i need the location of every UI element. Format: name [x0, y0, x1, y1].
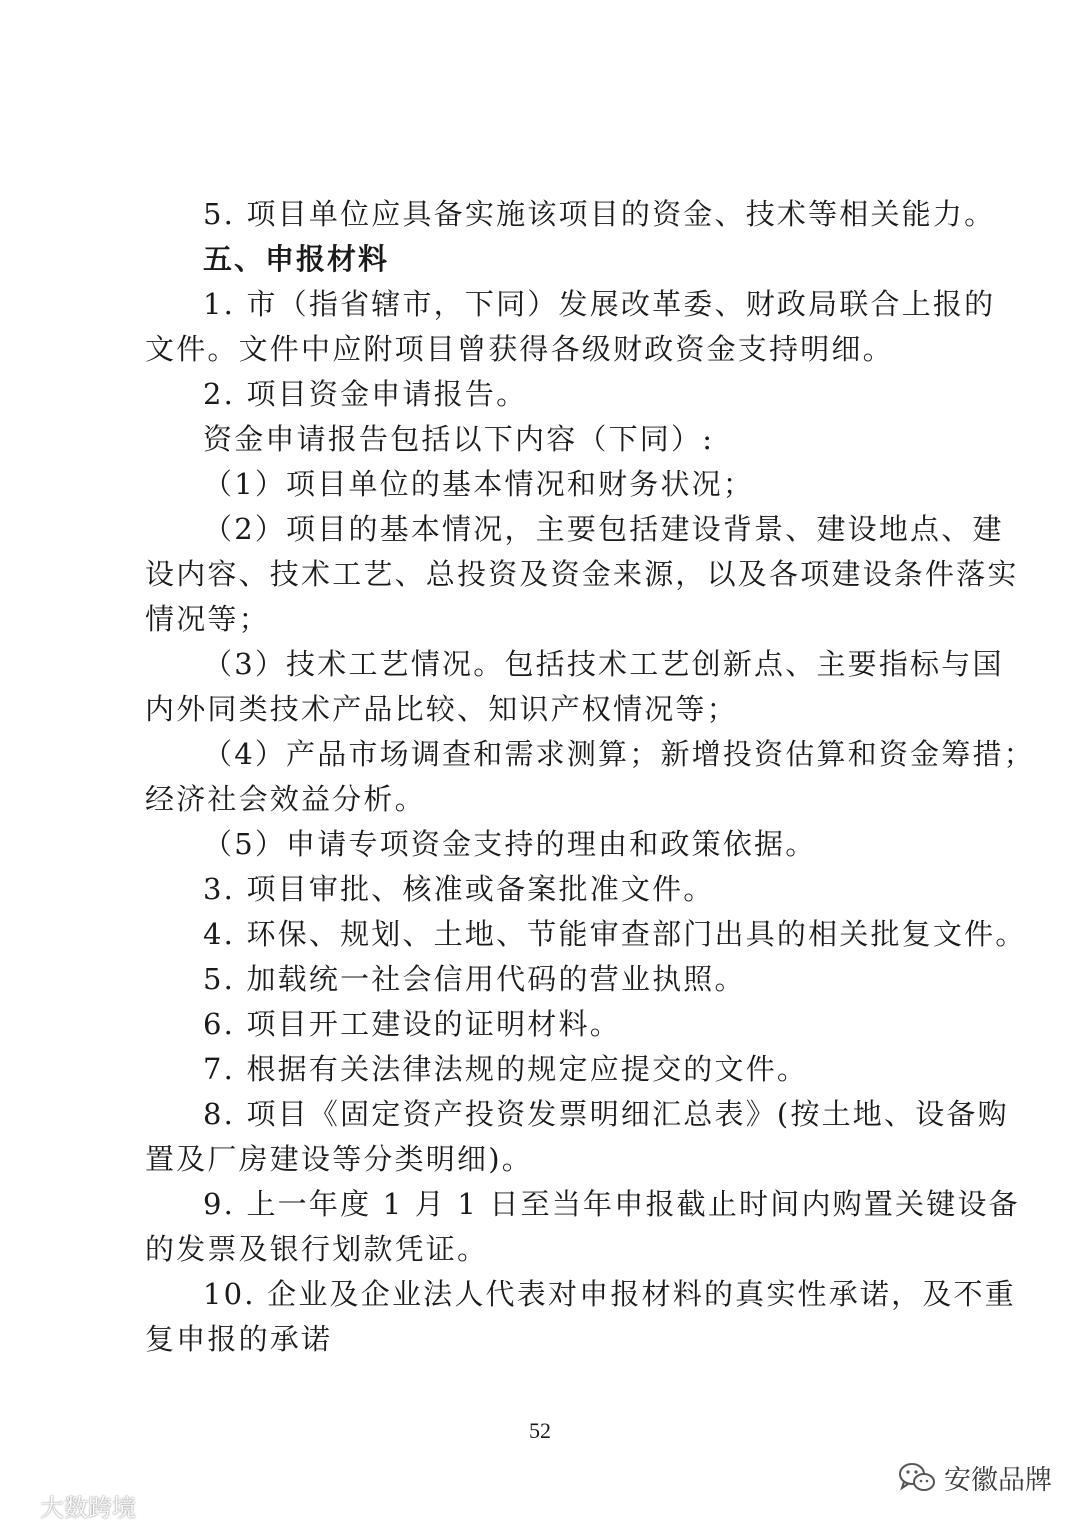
- text-line: 1. 市（指省辖市，下同）发展改革委、财政局联合上报的: [203, 287, 996, 321]
- wechat-logo-icon: [898, 1462, 936, 1494]
- text-line: 8. 项目《固定资产投资发票明细汇总表》(按土地、设备购: [203, 1097, 1009, 1131]
- text-line: （4）产品市场调查和需求测算；新增投资估算和资金筹措；: [203, 737, 1035, 771]
- text-line: 内外同类技术产品比较、知识产权情况等；: [145, 692, 738, 726]
- text-line: 5. 加载统一社会信用代码的营业执照。: [203, 962, 746, 996]
- watermark-right-text: 安徽品牌: [944, 1465, 1052, 1496]
- text-line: 文件。文件中应附项目曾获得各级财政资金支持明细。: [145, 332, 894, 366]
- watermark-right: [898, 1458, 1052, 1497]
- document-body: [145, 192, 1035, 1362]
- text-line: 5. 项目单位应具备实施该项目的资金、技术等相关能力。: [203, 197, 996, 231]
- page-number: 52: [529, 1418, 551, 1443]
- watermark-left-text: 大数跨境: [40, 1494, 136, 1522]
- text-line: （2）项目的基本情况，主要包括建设背景、建设地点、建: [203, 512, 1004, 546]
- text-line: 4. 环保、规划、土地、节能审查部门出具的相关批复文件。: [203, 917, 1027, 951]
- text-line: 置及厂房建设等分类明细)。: [145, 1142, 533, 1176]
- text-line: （5）申请专项资金支持的理由和政策依据。: [203, 827, 817, 861]
- text-line: 7. 根据有关法律法规的规定应提交的文件。: [203, 1052, 809, 1086]
- text-line: 情况等；: [145, 602, 270, 636]
- text-line: 3. 项目审批、核准或备案批准文件。: [203, 872, 715, 906]
- section-heading: 五、申报材料: [203, 242, 390, 276]
- weibo-logo-icon: [8, 1493, 34, 1519]
- text-line: 9. 上一年度 1 月 1 日至当年申报截止时间内购置关键设备: [203, 1187, 1020, 1221]
- text-line: 6. 项目开工建设的证明材料。: [203, 1007, 621, 1041]
- text-line: 设内容、技术工艺、总投资及资金来源，以及各项建设条件落实: [145, 557, 1019, 591]
- text-line: （1）项目单位的基本情况和财务状况；: [203, 467, 755, 501]
- text-line: 的发票及银行划款凭证。: [145, 1232, 489, 1266]
- text-line: 资金申请报告包括以下内容（下同）:: [203, 422, 715, 456]
- text-line: 经济社会效益分析。: [145, 782, 426, 816]
- text-line: 复申报的承诺: [145, 1322, 333, 1356]
- text-line: 10. 企业及企业法人代表对申报材料的真实性承诺，及不重: [203, 1277, 1016, 1311]
- text-line: （3）技术工艺情况。包括技术工艺创新点、主要指标与国: [203, 647, 1004, 681]
- text-line: 2. 项目资金申请报告。: [203, 377, 528, 411]
- watermark-left: [8, 1488, 136, 1523]
